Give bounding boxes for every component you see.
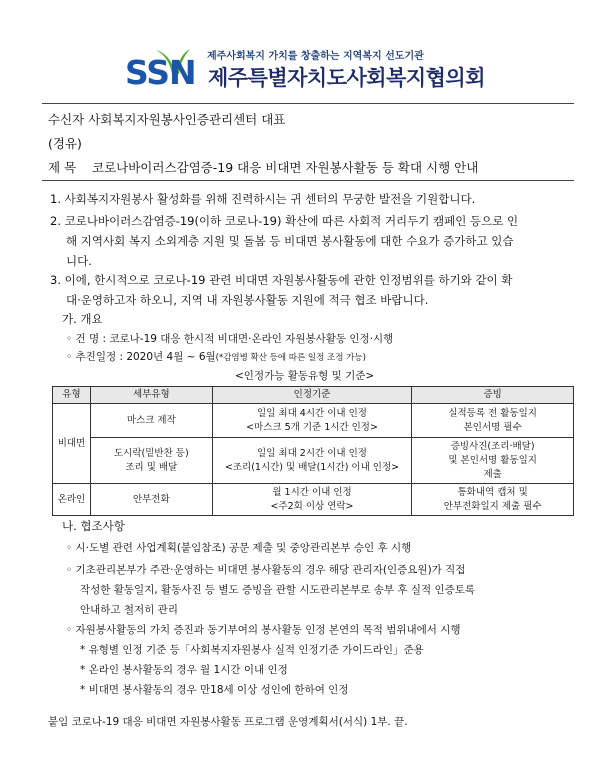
na-item-2-line-2: 작성한 활동일지, 활동사진 등 별도 증빙을 관할 시도관리본부로 송부 후 실적 인증토록 <box>80 584 476 596</box>
paragraph-2-line-2: 해 지역사회 복지 소외계층 지원 및 돌봄 등 비대면 봉사활동에 대한 수요가 증가하고 있습 <box>66 234 514 248</box>
table-row <box>53 438 574 484</box>
subtype-cell: 도시락(밑반찬 등) 조리 및 배달 <box>90 438 212 484</box>
attachment-line: 붙임 코로나-19 대응 비대면 자원봉사활동 프로그램 운영계획서(서식) 1부. 끝. <box>48 716 408 728</box>
table-header: 증빙 <box>412 387 574 404</box>
ga-item-schedule: ◦ 추진일정 : 2020년 4월 ~ 6월(*감염병 확산 등에 따른 일정 조정 가능) <box>66 351 366 363</box>
criteria-cell: 일일 최대 4시간 이내 인정 <마스크 5개 기준 1시간 인정> <box>212 404 412 438</box>
paragraph-1: 1. 사회복지자원봉사 활성화를 위해 진력하시는 귀 센터의 무궁한 발전을 기원합니다. <box>50 192 476 206</box>
subtype-cell: 마스크 제작 <box>90 404 212 438</box>
subject: 코로나바이러스감염증-19 대응 비대면 자원봉사활동 등 확대 시행 안내 <box>92 160 479 175</box>
slogan: 제주사회복지 가치를 창출하는 지역복지 선도기관 <box>207 51 424 62</box>
evidence-cell: 실적등록 전 활동일지 본인서명 필수 <box>412 404 574 438</box>
type-cell: 비대면 <box>53 404 91 484</box>
evidence-cell: 통화내역 캡처 및 안부전화일지 제출 필수 <box>412 484 574 516</box>
via: (경유) <box>48 136 82 151</box>
ga-item-title: ◦ 건 명 : 코로나-19 대응 한시적 비대면·온라인 자원봉사활동 인정·시행 <box>66 333 394 345</box>
section-ga-title: 가. 개요 <box>62 312 103 326</box>
na-item-3: ◦ 자원봉사활동의 가치 증진과 동기부여의 봉사활동 인정 본연의 목적 범위내에서 시행 <box>66 624 461 636</box>
na-item-1: ◦ 시·도별 관련 사업계획(붙임참조) 공문 제출 및 중앙관리본부 승인 후 시행 <box>66 542 412 554</box>
criteria-cell: 일일 최대 2시간 이내 인정 <조리(1시간) 및 배달(1시간) 이내 인정> <box>212 438 412 484</box>
na-sub-1: * 유형별 인정 기준 등「사회복지자원봉사 실적 인정기준 가이드라인」준용 <box>80 644 424 656</box>
subject-label: 제 목 <box>48 160 77 175</box>
subject-divider <box>42 180 574 181</box>
activity-criteria-table <box>52 386 574 516</box>
ssn-logo-text: SSN <box>125 53 196 92</box>
table-header: 인정기준 <box>212 387 412 404</box>
paragraph-2-line-1: 2. 코로나바이러스감염증-19(이하 코로나-19) 확산에 따른 사회적 거리두기 캠페인 등으로 인 <box>50 214 519 228</box>
na-sub-2: * 온라인 봉사활동의 경우 월 1시간 이내 인정 <box>80 664 288 676</box>
table-header: 세부유형 <box>90 387 212 404</box>
header-divider <box>42 103 574 104</box>
table-header: 유형 <box>53 387 91 404</box>
subtype-cell: 안부전화 <box>90 484 212 516</box>
table-row <box>53 404 574 438</box>
paragraph-3-line-2: 대·운영하고자 하오니, 지역 내 자원봉사활동 지원에 적극 협조 바랍니다. <box>66 293 429 307</box>
na-sub-3: * 비대면 봉사활동의 경우 만18세 이상 성인에 한하여 인정 <box>80 684 349 696</box>
org-name: 제주특별자치도사회복지협의회 <box>208 66 486 90</box>
paragraph-2-line-3: 니다. <box>66 254 92 268</box>
table-caption: <인정가능 활동유형 및 기준> <box>235 370 375 382</box>
type-cell: 온라인 <box>53 484 91 516</box>
criteria-cell: 월 1시간 이내 인정 <주2회 이상 연락> <box>212 484 412 516</box>
section-na-title: 나. 협조사항 <box>62 519 125 533</box>
na-item-2-line-1: ◦ 기초관리본부가 주관·운영하는 비대면 봉사활동의 경우 해당 관리자(인증요원)가 직접 <box>66 564 466 576</box>
na-item-2-line-3: 안내하고 철저히 관리 <box>80 604 178 616</box>
paragraph-3-line-1: 3. 이에, 한시적으로 코로나-19 관련 비대면 자원봉사활동에 관한 인정범위를 하기와 같이 확 <box>50 273 513 287</box>
recipient: 수신자 사회복지자원봉사인증관리센터 대표 <box>48 112 286 127</box>
schedule-note: (*감염병 확산 등에 따른 일정 조정 가능) <box>215 353 366 363</box>
evidence-cell: 증빙사진(조리·배달) 및 본인서명 활동일지 제출 <box>412 438 574 484</box>
table-row <box>53 484 574 516</box>
